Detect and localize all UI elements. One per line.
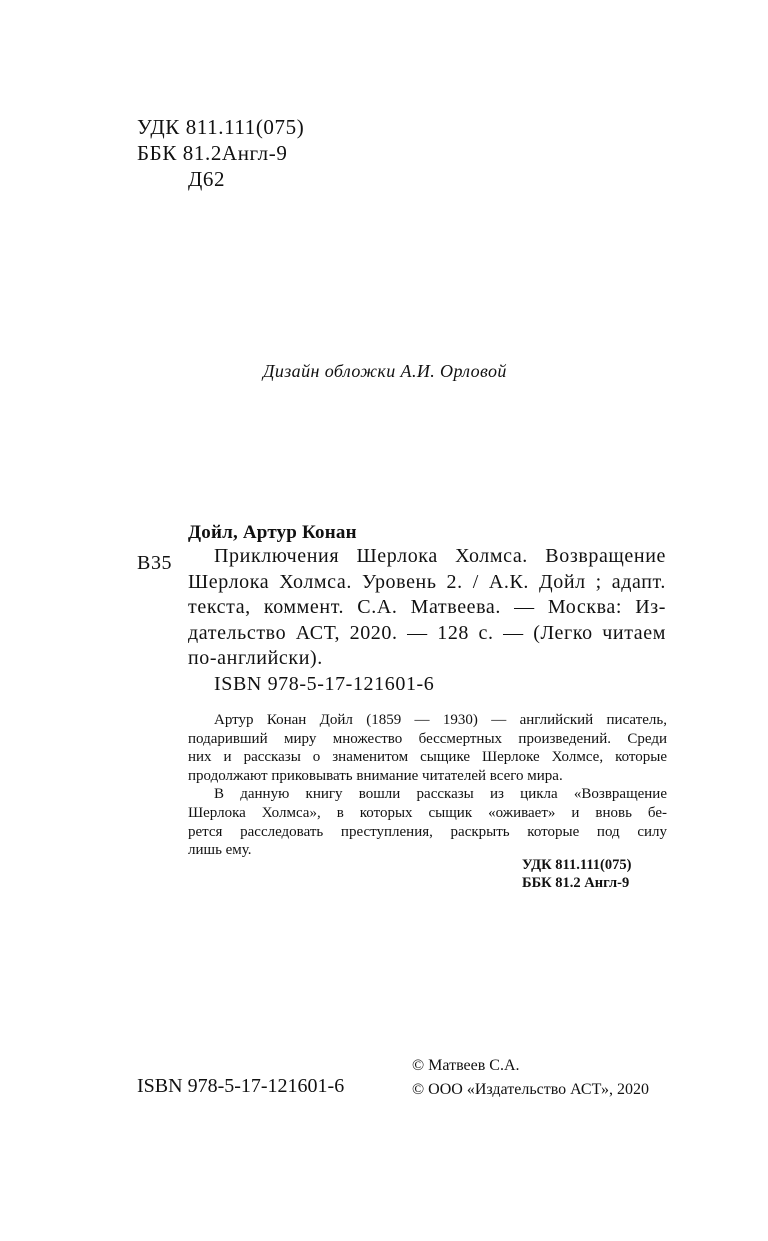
annotation-line: подаривший миру множество бессмертных произведений. Среди [188, 730, 667, 747]
copyright-block [412, 1054, 649, 1102]
author-heading: Дойл, Артур Конан [188, 522, 357, 543]
annotation-paragraph-1 [188, 711, 667, 785]
copyright-author: © Матвеев С.А. [412, 1057, 520, 1074]
annotation-line: них и рассказы о знаменитом сыщике Шерлоке Холмсе, которые [188, 749, 667, 766]
annotation-line: В данную книгу вошли рассказы из цикла «Возвращение [214, 786, 667, 803]
annotation-line: лишь ему. [188, 842, 252, 859]
biblio-line: Шерлока Холмса. Уровень 2. / А.К. Дойл ; адапт. [188, 570, 666, 593]
annotation-line: продолжают приковывать внимание читателей всего мира. [188, 767, 563, 784]
annotation-classification [522, 856, 631, 892]
bbk-code: ББК 81.2Англ-9 [137, 141, 288, 165]
annotation-line: рется расследовать преступления, раскрыть которые под силу [188, 823, 667, 840]
biblio-line: Приключения Шерлока Холмса. Возвращение [214, 545, 666, 567]
biblio-line: дательство АСТ, 2020. — 128 с. — (Легко читаем [188, 621, 666, 644]
copyright-publisher: © ООО «Издательство АСТ», 2020 [412, 1081, 649, 1098]
biblio-line: текста, коммент. С.А. Матвеева. — Москва: Из- [188, 596, 666, 618]
author-code: В35 [137, 552, 173, 574]
udk-code: УДК 811.111(075) [137, 115, 305, 139]
classification-block [137, 114, 304, 192]
annotation-line: Артур Конан Дойл (1859 — 1930) — английский писатель, [214, 712, 667, 728]
footer-isbn: ISBN 978-5-17-121601-6 [137, 1075, 345, 1097]
author-sign-code: Д62 [188, 167, 226, 191]
annotation-udk: УДК 811.111(075) [522, 857, 632, 873]
annotation-bbk: ББК 81.2 Англ-9 [522, 875, 630, 891]
cover-design-credit: Дизайн обложки А.И. Орловой [263, 361, 507, 381]
biblio-line: по-английски). [188, 647, 323, 669]
catalog-isbn: ISBN 978-5-17-121601-6 [214, 672, 435, 695]
annotation-line: Шерлока Холмса», в которых сыщик «оживает» и вновь бе- [188, 804, 667, 821]
annotation [188, 711, 667, 860]
bibliographic-description [188, 544, 666, 697]
annotation-paragraph-2 [188, 785, 667, 859]
